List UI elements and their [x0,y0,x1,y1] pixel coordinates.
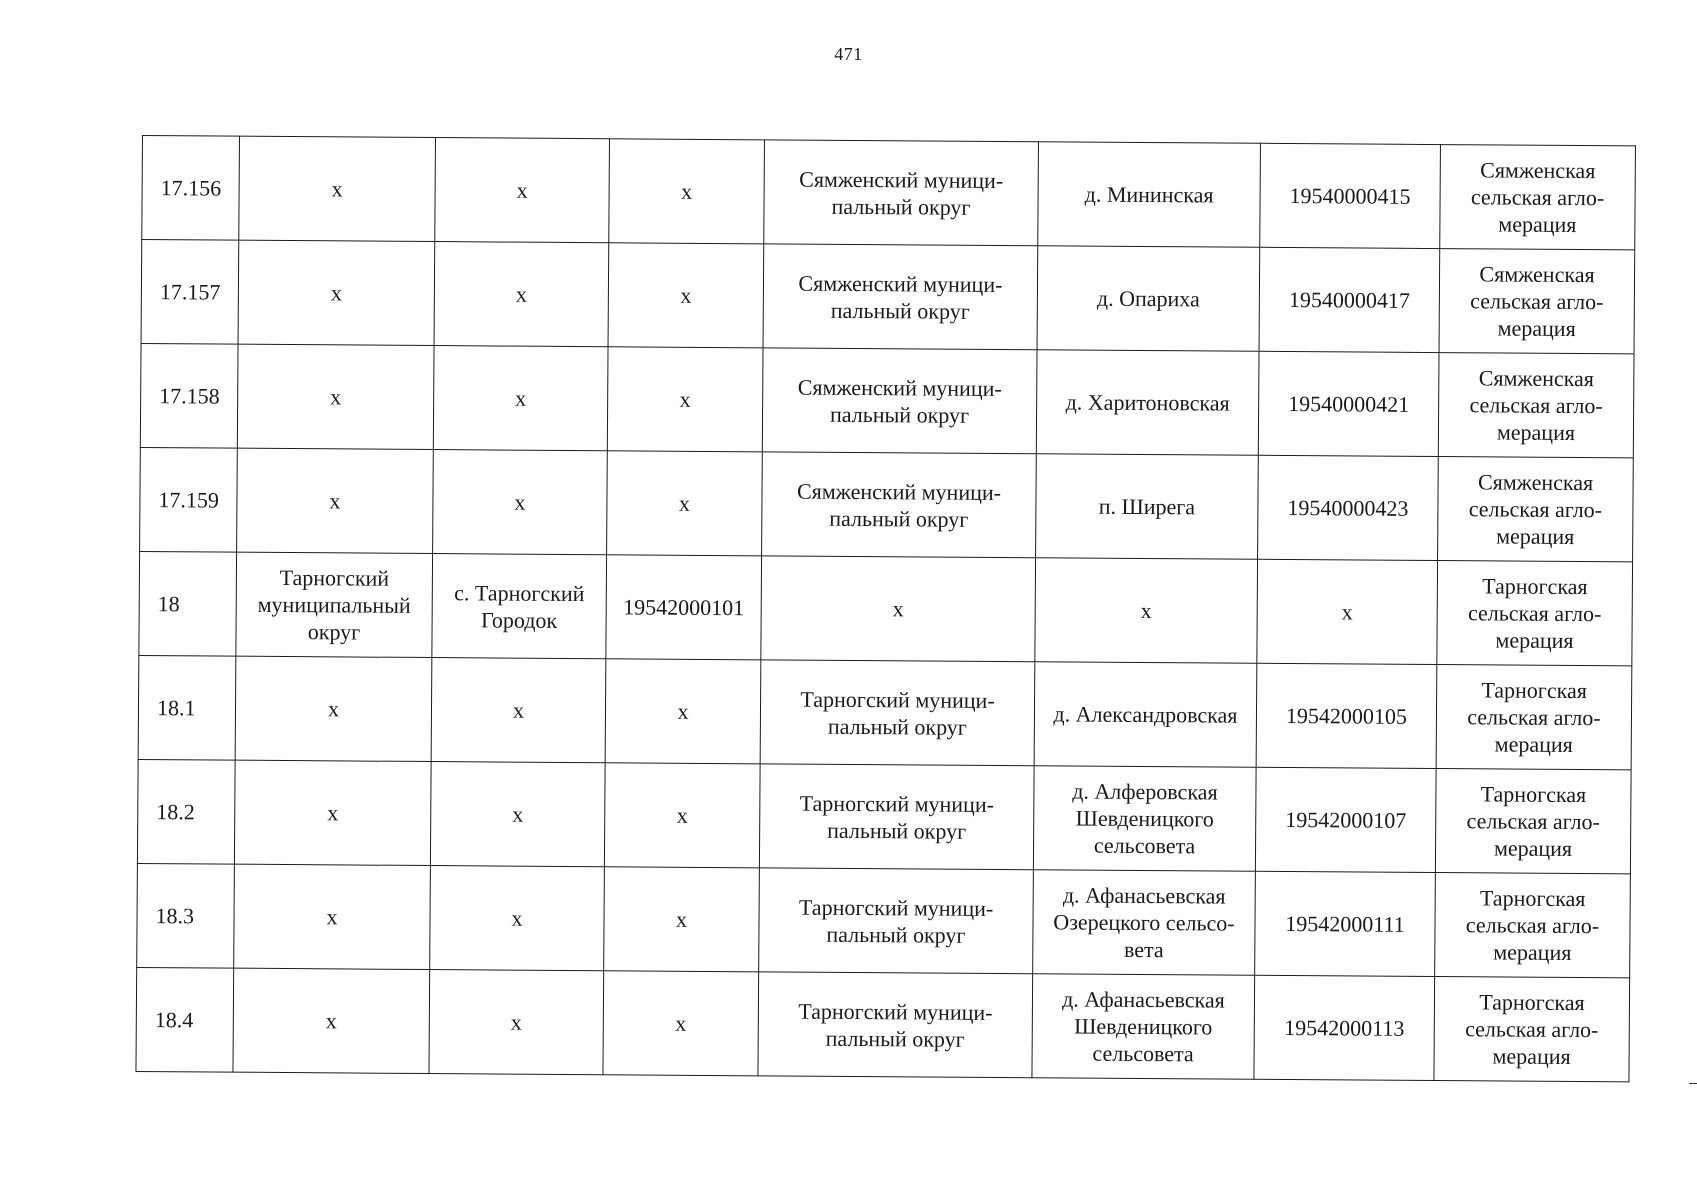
table-row [138,655,1632,769]
row-number-cell: 17.158 [140,343,238,448]
settlement-cell: д. Александровская [1034,662,1257,768]
table-row [140,343,1634,457]
center-settlement-cell: с. Тарногский Городок [432,554,607,659]
table-row [140,447,1634,561]
agglomeration-cell: Сямженская сельская агло-мерация [1438,457,1634,562]
agglomeration-cell: Тарногская сельская агло-мерация [1436,665,1632,770]
center-code-cell: x [607,347,763,452]
row-number-cell: 17.159 [140,447,238,552]
district-cell: Сямженский муници-пальный округ [762,348,1037,454]
oktmo-code-cell: 19542000107 [1255,767,1436,872]
agglomeration-cell: Тарногская сельская агло-мерация [1434,977,1630,1082]
settlement-cell: д. Алферовская Шевденицкого сельсовета [1033,766,1256,872]
table-body [136,136,1635,1082]
district-cell: Сямженский муници-пальный округ [762,452,1037,558]
center-settlement-cell: x [431,658,606,763]
center-code-cell: 19542000101 [606,555,762,660]
center-settlement-cell: x [430,762,605,867]
register-table-container [135,135,1636,1082]
row-number-cell: 18.3 [137,863,235,968]
settlement-cell: д. Афанасьевская Шевденицкого сельсовета [1032,974,1255,1080]
table-row [137,863,1631,977]
center-settlement-cell: x [433,346,608,451]
agglomeration-cell: Сямженская сельская агло-мерация [1440,145,1636,250]
center-code-cell: x [603,971,759,1076]
agglomeration-cell: Тарногская сельская агло-мерация [1437,561,1633,666]
table-row [142,136,1636,250]
agglomeration-cell: Тарногская сельская агло-мерация [1435,873,1631,978]
admin-unit-cell: x [237,448,434,553]
center-code-cell: x [607,451,763,556]
admin-unit-cell: x [237,344,434,449]
center-code-cell: x [604,867,760,972]
agglomeration-cell: Сямженская сельская агло-мерация [1439,249,1635,354]
center-code-cell: x [608,243,764,348]
district-cell: x [761,556,1036,662]
center-code-cell: x [604,763,760,868]
row-number-cell: 17.156 [142,136,240,241]
admin-unit-cell: x [238,240,435,345]
row-number-cell: 18 [139,551,237,656]
center-settlement-cell: x [433,450,608,555]
district-cell: Тарногский муници-пальный округ [760,660,1035,766]
settlements-table [135,135,1636,1082]
district-cell: Сямженский муници-пальный округ [764,140,1039,246]
oktmo-code-cell: 19540000417 [1259,247,1440,352]
admin-unit-cell: x [233,968,430,1073]
settlement-cell: п. Ширега [1036,454,1259,560]
row-number-cell: 18.2 [137,759,235,864]
oktmo-code-cell: 19542000111 [1255,871,1436,976]
center-code-cell: x [605,659,761,764]
settlement-cell: д. Мининская [1038,142,1261,248]
settlement-cell: д. Харитоновская [1036,350,1259,456]
oktmo-code-cell: 19540000415 [1260,143,1441,248]
table-row [139,551,1633,665]
district-cell: Сямженский муници-пальный округ [763,244,1038,350]
table-row [141,240,1635,354]
agglomeration-cell: Сямженская сельская агло-мерация [1438,353,1634,458]
oktmo-code-cell: 19542000105 [1256,663,1437,768]
district-cell: Тарногский муници-пальный округ [758,972,1033,1078]
oktmo-code-cell: 19542000113 [1254,975,1435,1080]
table-row [136,967,1630,1081]
admin-unit-cell: x [234,760,431,865]
row-number-cell: 17.157 [141,240,239,345]
center-settlement-cell: x [430,866,605,971]
admin-unit-cell: x [239,136,436,241]
admin-unit-cell: Тарногский муниципальный округ [236,552,433,657]
oktmo-code-cell: 19540000423 [1258,455,1439,560]
center-code-cell: x [609,139,765,244]
center-settlement-cell: x [435,138,610,243]
margin-mark [1689,1083,1697,1084]
district-cell: Тарногский муници-пальный округ [759,764,1034,870]
center-settlement-cell: x [434,242,609,347]
settlement-cell: д. Афанасьевская Озерецкого сельсо-вета [1033,870,1256,976]
oktmo-code-cell: x [1257,559,1438,664]
admin-unit-cell: x [234,864,431,969]
district-cell: Тарногский муници-пальный округ [759,868,1034,974]
admin-unit-cell: x [235,656,432,761]
settlement-cell: x [1035,558,1258,664]
row-number-cell: 18.1 [138,655,236,760]
table-row [137,759,1631,873]
settlement-cell: д. Опариха [1037,246,1260,352]
center-settlement-cell: x [429,970,604,1075]
agglomeration-cell: Тарногская сельская агло-мерация [1435,769,1631,874]
page-number: 471 [834,44,863,64]
row-number-cell: 18.4 [136,967,234,1072]
oktmo-code-cell: 19540000421 [1258,351,1439,456]
